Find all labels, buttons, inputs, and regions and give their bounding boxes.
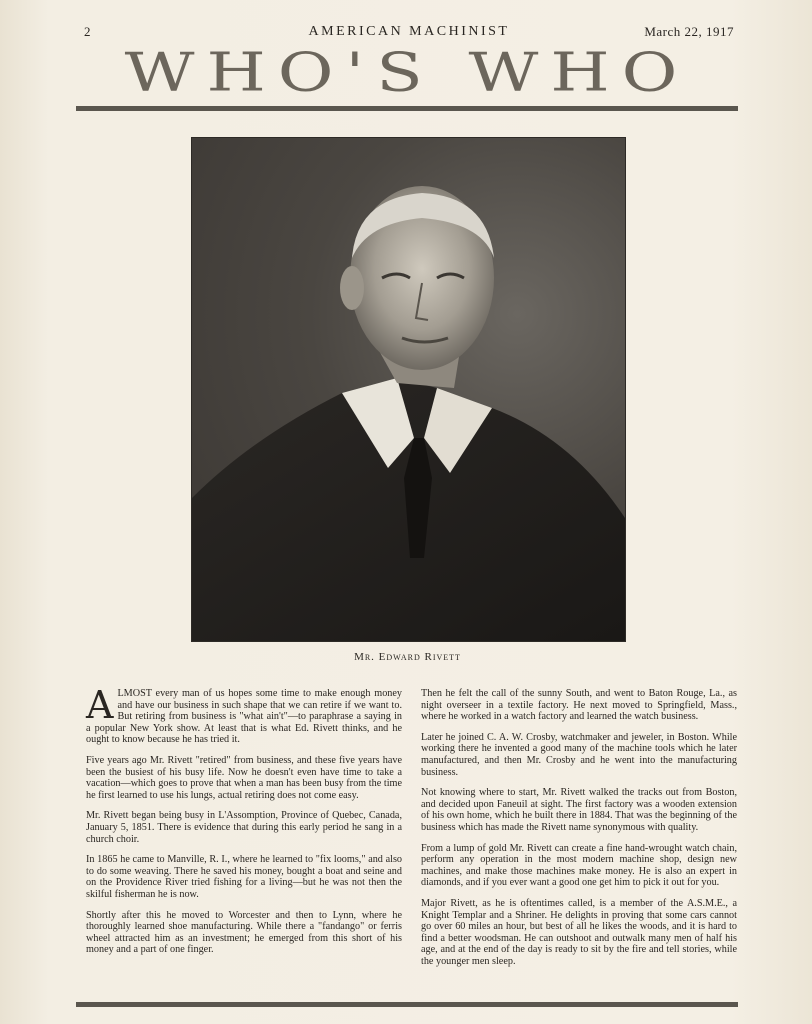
issue-date: March 22, 1917 xyxy=(644,24,734,39)
portrait-illustration xyxy=(192,138,625,641)
article-paragraph: In 1865 he came to Manville, R. I., where he learned to "fix looms," and also to do some weaving. There he saved his money, bought a boat and seine and on the Providence River tried fishing for a living—but he was not then the skilful fisherman he is now. xyxy=(86,854,402,900)
page-header xyxy=(84,24,734,44)
magazine-name: AMERICAN MACHINIST xyxy=(308,24,510,39)
article-paragraph: From a lump of gold Mr. Rivett can create a fine hand-wrought watch chain, perform any operation in the most modern machine shop, design new machines, and make those machines make money. He is also an expert in diamonds, and if you ever want a good one get him to pick it out for you. xyxy=(421,842,737,889)
article-paragraph: Then he felt the call of the sunny South, and went to Baton Rouge, La., as night overseer in a textile factory. He next moved to Springfield, Mass., where he worked in a watch factory and learned the watch business. xyxy=(421,688,737,723)
page-number: 2 xyxy=(84,24,91,39)
photo-caption: Mr. Edward Rivett xyxy=(354,651,461,663)
article-column-right xyxy=(421,688,737,976)
portrait-photo xyxy=(191,137,626,642)
article-paragraph: ALMOST every man of us hopes some time to make enough money and have our business in such shape that we can retire if we want to. But retiring from business is "what ain't"—to paraphrase a saying in a popular New York show. At least that is what Ed. Rivett thinks, and he ought to know because he has tried it. xyxy=(86,683,402,746)
article-paragraph: Not knowing where to start, Mr. Rivett walked the tracks out from Boston, and decided upon Faneuil at sight. The first factory was a wooden extension of his own home, which he built there in 1884. That was the beginning of the business which has made the Rivett name synonymous with quality. xyxy=(421,787,737,833)
article-paragraph: Five years ago Mr. Rivett "retired" from business, and these five years have been the busiest of his busy life. Now he doesn't even have time to take a vacation—which goes to prove that when a man has been busy from the time he first learned to use his lungs, actual retiring does not come easy. xyxy=(86,754,402,801)
article-paragraph: Major Rivett, as he is oftentimes called, is a member of the A.S.M.E., a Knight Templar and a Shriner. He delights in proving that some cars cannot go over 60 miles an hour, but best of all he likes the woods, and it is hard to find a better woodsman. He can outshoot and outwalk many men of half his age, and at the end of the day is ready to sit by the fire and tell stories, while the younger men sleep. xyxy=(421,897,737,967)
article-column-left xyxy=(86,683,402,965)
page-title: WHO'S WHO xyxy=(124,42,690,104)
title-divider xyxy=(76,106,738,111)
article-paragraph: Mr. Rivett began being busy in L'Assomption, Province of Quebec, Canada, January 5, 1851. There is evidence that during this early period he sang in a church choir. xyxy=(86,810,402,845)
drop-cap: A xyxy=(86,683,114,727)
article-paragraph: Shortly after this he moved to Worcester and then to Lynn, where he thoroughly learned shoe manufacturing. While there a "fandango" or ferris wheel attracted him as an investment; he emerged from this short of his money and a part of one finger. xyxy=(86,909,402,956)
article-paragraph: Later he joined C. A. W. Crosby, watchmaker and jeweler, in Boston. While working there he invented a good many of the machine tools which he later manufactured, and then Mr. Crosby and he went into the manufacturing business. xyxy=(421,731,737,778)
bottom-divider xyxy=(76,1002,738,1007)
